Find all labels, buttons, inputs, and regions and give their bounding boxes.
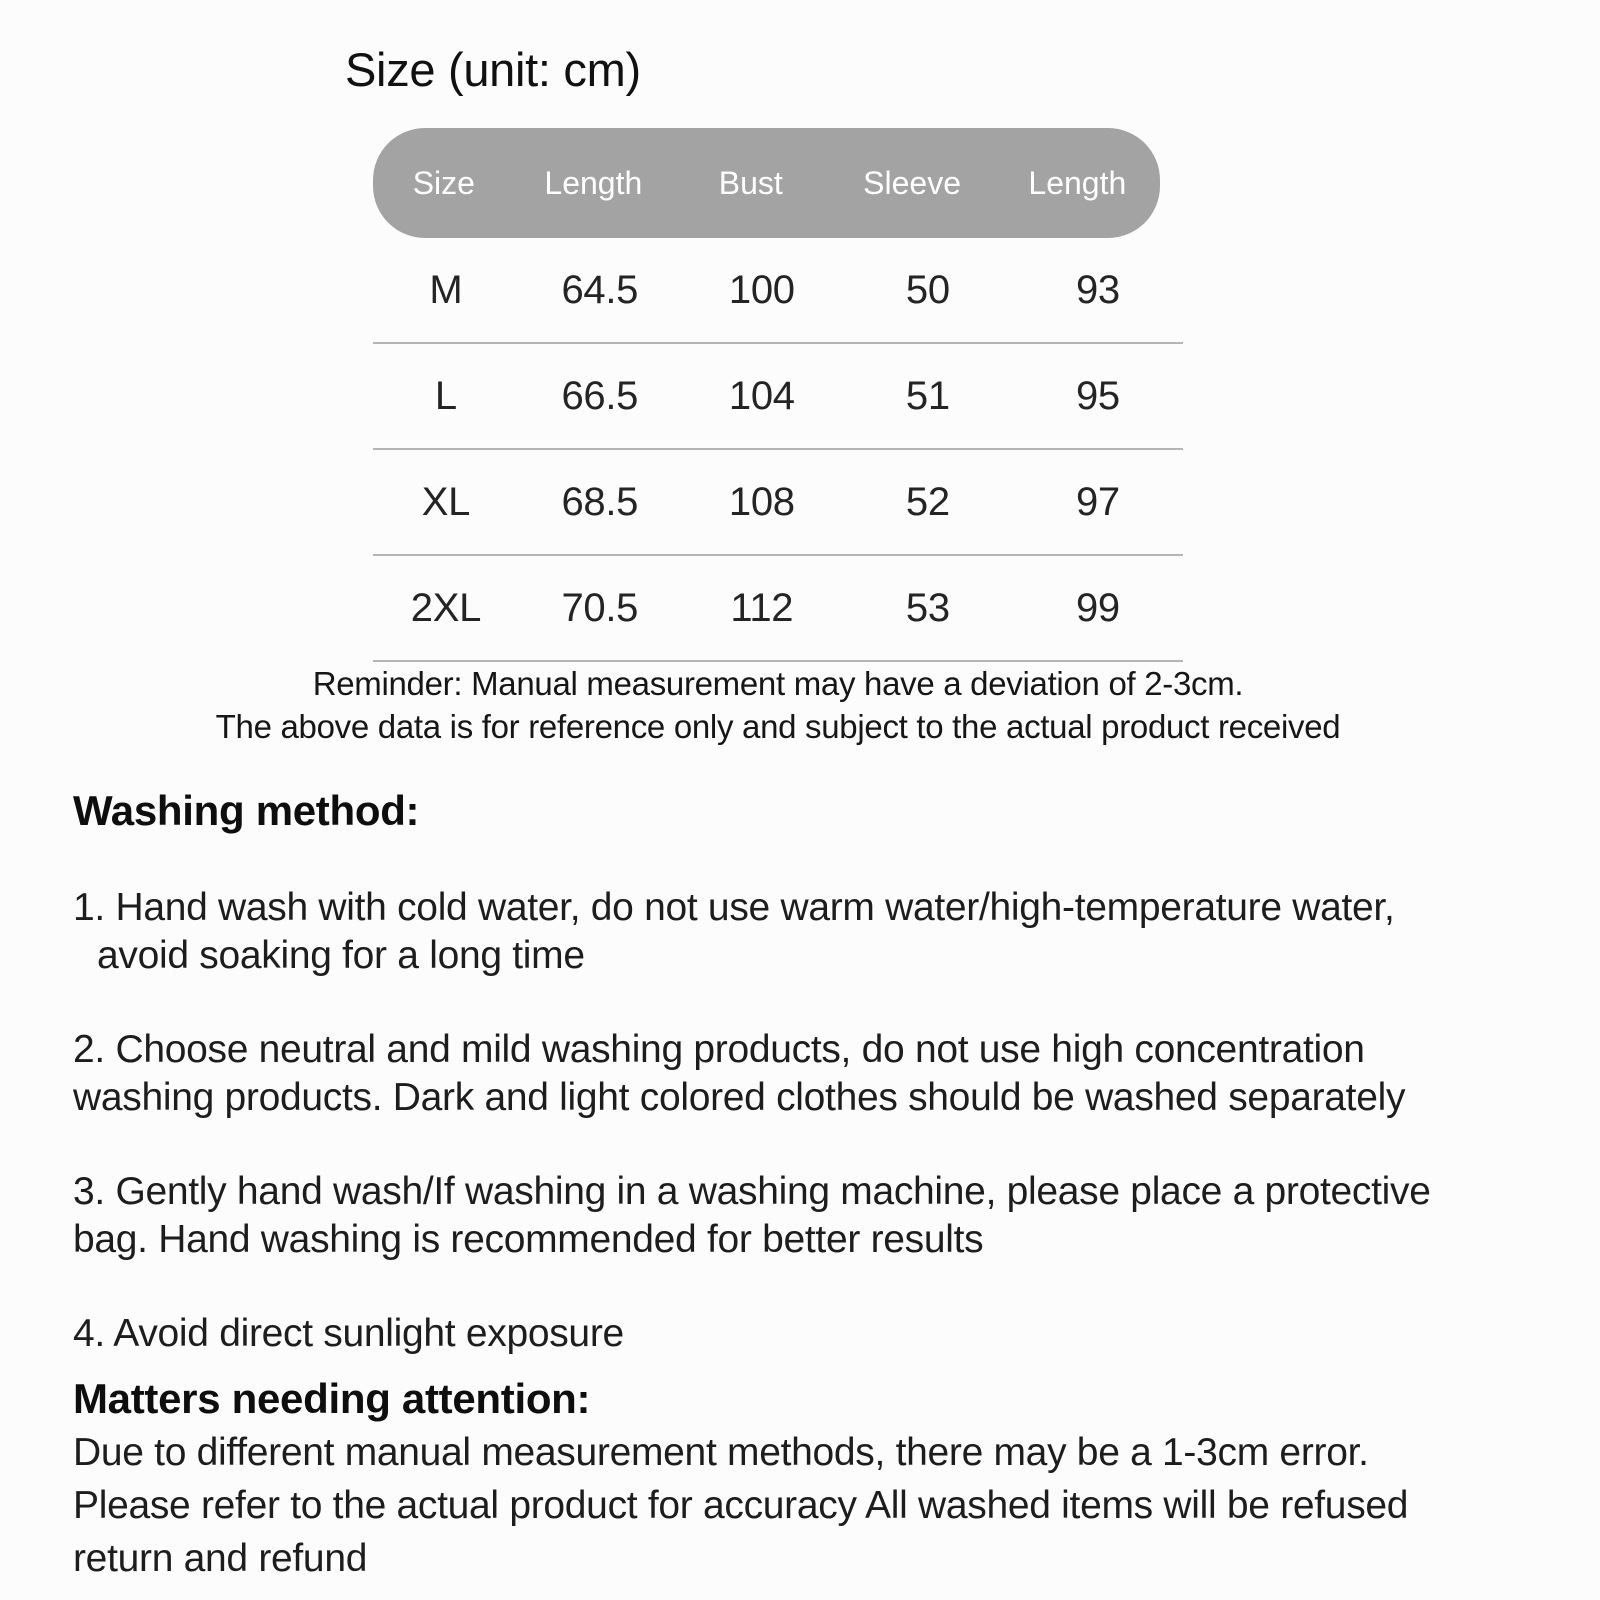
- header-cell-length: Length: [544, 164, 643, 201]
- cell-length: 68.5: [561, 479, 639, 524]
- washing-item-2-line-2: washing products. Dark and light colored clothes should be washed separately: [73, 1076, 1406, 1119]
- header-cell-sleeve: Sleeve: [863, 164, 961, 201]
- cell-sleeve: 51: [905, 373, 950, 418]
- care-instructions: [73, 786, 1563, 1585]
- cell-length: 66.5: [561, 373, 639, 418]
- cell-sleeve: 52: [905, 479, 950, 524]
- washing-item-2-line-1: 2. Choose neutral and mild washing products, do not use high concentration: [73, 1028, 1365, 1071]
- header-cell-bust: Bust: [718, 164, 783, 201]
- washing-item-3-line-1: 3. Gently hand wash/If washing in a washing machine, please place a protective: [73, 1170, 1431, 1213]
- attention-line-1: Due to different manual measurement methods, there may be a 1-3cm error.: [73, 1431, 1369, 1474]
- cell-bust: 104: [728, 373, 795, 418]
- table-row-l: [373, 344, 1183, 450]
- washing-method-heading: Washing method:: [73, 787, 420, 834]
- reminder-line-2: The above data is for reference only and subject to the actual product received: [215, 708, 1341, 745]
- cell-bust: 108: [728, 479, 795, 524]
- size-table: [373, 128, 1183, 662]
- washing-item-1: [73, 884, 1563, 980]
- washing-item-4-line-1: 4. Avoid direct sunlight exposure: [73, 1312, 624, 1355]
- cell-length-2: 97: [1075, 479, 1120, 524]
- washing-item-3: [73, 1168, 1563, 1264]
- cell-length: 64.5: [561, 267, 639, 312]
- page-title: Size (unit: cm): [345, 43, 641, 96]
- cell-length: 70.5: [561, 585, 639, 630]
- washing-item-4: [73, 1310, 1563, 1358]
- washing-item-1-line-2: avoid soaking for a long time: [97, 934, 585, 977]
- table-row-2xl: [373, 556, 1183, 662]
- header-cell-size: Size: [412, 164, 475, 201]
- reminder-line-1: Reminder: Manual measurement may have a deviation of 2-3cm.: [312, 665, 1244, 702]
- attention-line-3: return and refund: [73, 1537, 368, 1580]
- cell-length-2: 99: [1075, 585, 1120, 630]
- table-row-m: [373, 238, 1183, 344]
- cell-length-2: 95: [1075, 373, 1120, 418]
- cell-size: L: [434, 373, 457, 418]
- cell-sleeve: 50: [905, 267, 950, 312]
- table-row-xl: [373, 450, 1183, 556]
- washing-item-3-line-2: bag. Hand washing is recommended for better results: [73, 1218, 984, 1261]
- washing-item-1-line-1: 1. Hand wash with cold water, do not use warm water/high-temperature water,: [73, 886, 1395, 929]
- cell-size: M: [429, 267, 463, 312]
- attention-line-2: Please refer to the actual product for accuracy All washed items will be refused: [73, 1484, 1409, 1527]
- attention-heading: Matters needing attention:: [73, 1375, 591, 1422]
- cell-length-2: 93: [1075, 267, 1120, 312]
- header-cell-length-2: Length: [1028, 164, 1127, 201]
- cell-size: 2XL: [410, 585, 482, 630]
- washing-item-2: [73, 1026, 1563, 1122]
- attention-paragraph: [73, 1426, 1563, 1585]
- cell-sleeve: 53: [905, 585, 950, 630]
- cell-size: XL: [421, 479, 471, 524]
- reminder-note: [50, 662, 1506, 748]
- size-table-header: [373, 128, 1160, 238]
- cell-bust: 100: [728, 267, 795, 312]
- cell-bust: 112: [730, 585, 794, 630]
